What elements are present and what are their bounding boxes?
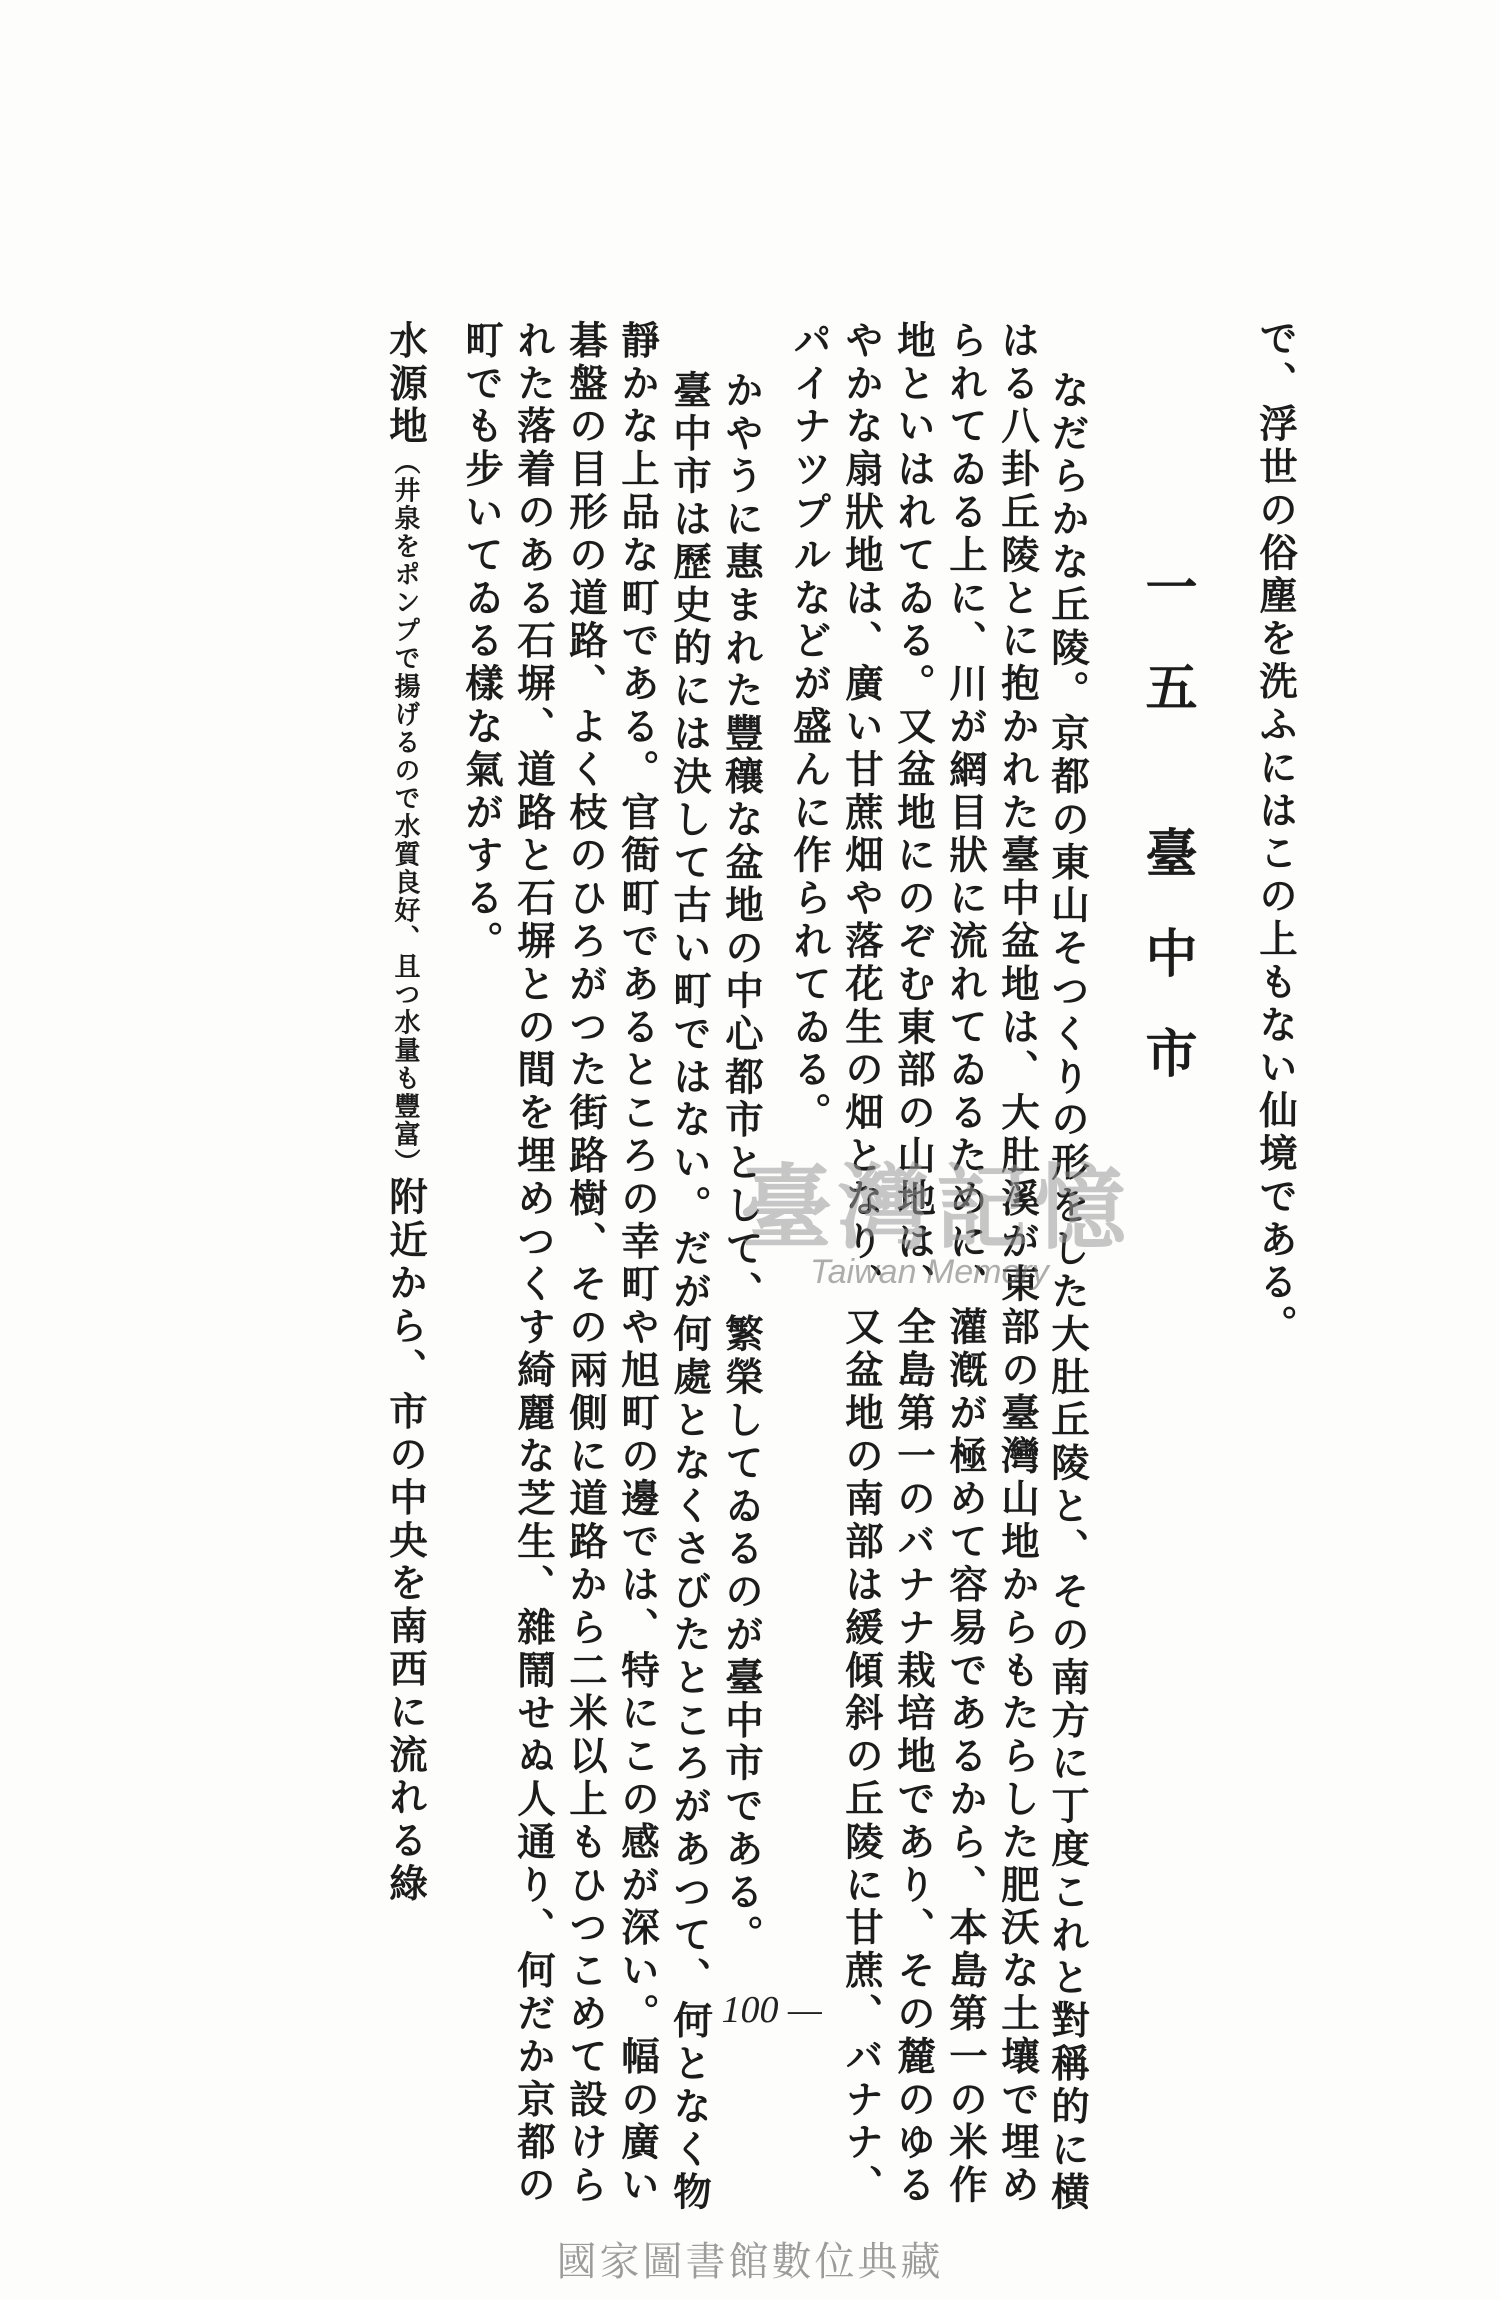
- watermark-title: 臺灣記憶: [740, 1154, 1133, 1262]
- text-column-14: [378, 320, 428, 1907]
- watermark: [740, 1135, 1240, 1315]
- text-column-11: 碁盤の目形の道路、よく枝のひろがつた街路樹、その兩側に道路から二米以上もひつこめて設けら: [563, 320, 608, 2208]
- text-column-10: 靜かな上品な町である。官衙町であるところの幸町や旭町の邊では、特にこの感が深い。幅の廣い: [615, 320, 660, 2208]
- water-source-note: （井泉をポンプで揚げるので水質良好、且つ水量も豐富）: [390, 448, 420, 1177]
- section-heading: 一五 臺中市: [1136, 560, 1197, 1127]
- library-footer: 國家圖書館數位典藏: [556, 2239, 944, 2285]
- text-column-12: れた落着のある石塀、道路と石塀との間を埋めつくす綺麗な芝生、雜鬧せぬ人通り、何だか京都の: [511, 320, 556, 2208]
- water-source-term: 水源地: [383, 320, 428, 449]
- text-column-1: で、浮世の俗塵を洗ふにはこの上もない仙境である。: [1253, 318, 1298, 1348]
- text-column-8: かやうに惠まれた豐穰な盆地の中心都市として、繁榮してゐるのが臺中市である。: [719, 370, 764, 1958]
- text-column-7: パイナツプルなどが盛んに作られてゐる。: [787, 320, 832, 1136]
- text-column-3: はる八卦丘陵とに抱かれた臺中盆地は、大肚溪が東部の臺灣山地からもたらした肥沃な土壤で埋め: [995, 320, 1040, 2208]
- text-column-4: られてゐる上に、川が網目狀に流れてゐるために、灌漑が極めて容易であるから、本島第一の米作: [943, 320, 988, 2208]
- text-column-13: 町でも步いてゐる樣な氣がする。: [459, 320, 504, 964]
- text-column-9: 臺中市は歷史的には決して古い町ではない。だが何處となくさびたところがあつて、何となく物: [667, 370, 712, 2215]
- watermark-subtitle: Taiwan Memory: [810, 1253, 1049, 1291]
- text-column-5: 地といはれてゐる。又盆地にのぞむ東部の山地は、全島第一のバナナ栽培地であり、その麓のゆる: [891, 320, 936, 2208]
- page-number: — 100 —: [678, 1989, 822, 2031]
- text-column-2: なだらかな丘陵。京都の東山そつくりの形をした大肚丘陵と、その南方に丁度これと對稱的に横: [1045, 370, 1090, 2215]
- water-source-tail: 附近から、市の中央を南西に流れる綠: [383, 1176, 428, 1907]
- text-column-6: やかな扇狀地は、廣い甘蔗畑や落花生の畑となり、又盆地の南部は緩傾斜の丘陵に甘蔗、バナナ、: [839, 320, 884, 2208]
